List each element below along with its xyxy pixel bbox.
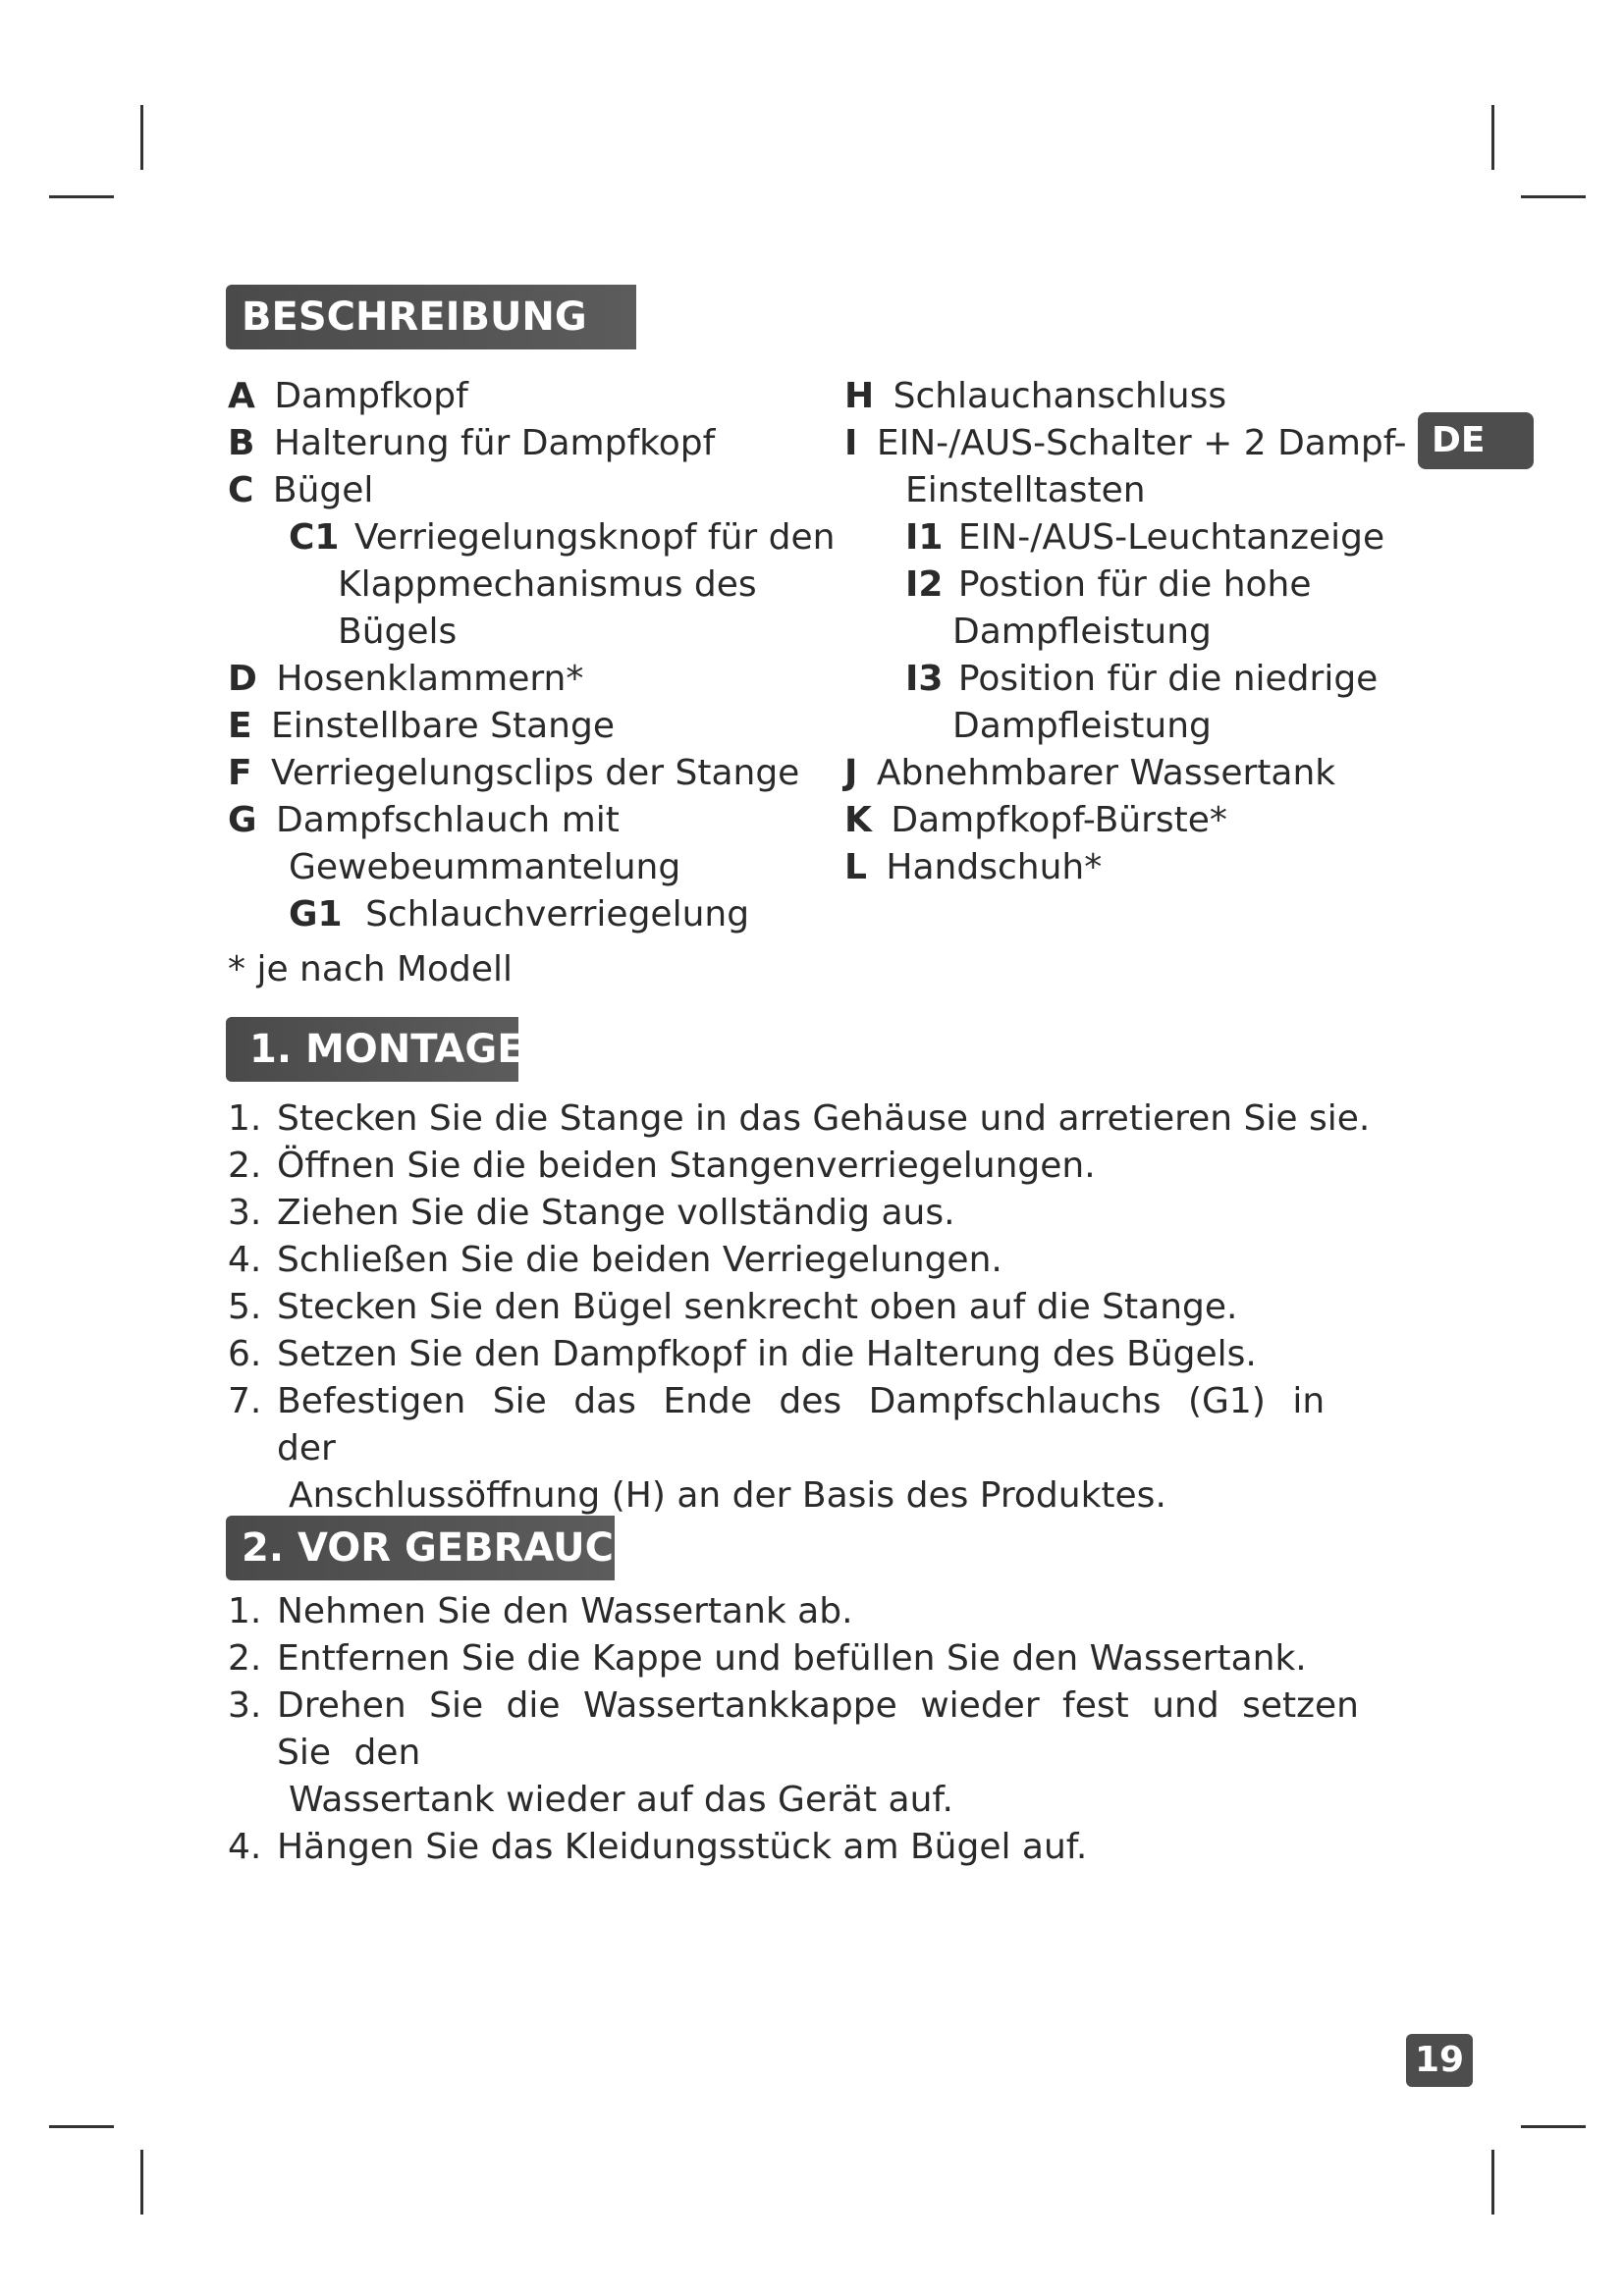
step-number: 4. [228, 1827, 262, 1867]
list-item [844, 561, 1394, 656]
step-number: 1. [228, 1591, 262, 1631]
step-item [228, 1190, 1406, 1237]
item-text: Position für die niedrige [957, 659, 1379, 699]
step-number: 3. [228, 1193, 262, 1233]
description-list-right [844, 373, 1407, 891]
step-text: Hängen Sie das Kleidungsstück am Bügel auf. [277, 1827, 1088, 1867]
crop-mark [140, 105, 143, 170]
list-item [844, 750, 1394, 797]
item-letter: C [228, 470, 254, 510]
step-text [277, 1378, 1388, 1472]
list-item [228, 514, 837, 656]
item-letter: L [844, 847, 867, 887]
item-letter: I2 [905, 564, 944, 605]
step-number: 7. [228, 1381, 262, 1421]
item-text-cont: Dampfleistung [952, 612, 1212, 652]
crop-mark [49, 2125, 114, 2128]
item-text: Hosenklammern* [276, 659, 584, 699]
step-item [228, 1378, 1406, 1520]
item-text: Abnehmbarer Wassertank [876, 753, 1336, 793]
item-text-cont: Einstelltasten [905, 470, 1146, 510]
item-text-cont: Gewebeummantelung [289, 847, 681, 887]
step-number: 3. [228, 1685, 262, 1726]
item-text-cont: Klappmechanismus des [338, 564, 757, 605]
crop-mark [1491, 2150, 1494, 2215]
list-item [228, 703, 837, 750]
item-text: EIN-/AUS-Schalter + 2 Dampf- [876, 423, 1407, 463]
item-letter: J [844, 753, 858, 793]
item-letter: I3 [905, 659, 944, 699]
footnote: * je nach Modell [228, 949, 514, 989]
item-text: Schlauchanschluss [893, 376, 1227, 416]
step-item [228, 1824, 1406, 1871]
list-item [228, 467, 837, 514]
item-text: Dampfkopf [274, 376, 468, 416]
vor-gebrauch-steps [228, 1588, 1406, 1871]
item-text: Verriegelungsknopf für den [353, 517, 836, 558]
language-badge: DE [1418, 412, 1534, 469]
montage-steps [228, 1095, 1406, 1520]
step-text: Nehmen Sie den Wassertank ab. [277, 1591, 853, 1631]
list-item [844, 844, 1394, 891]
section-header-beschreibung: BESCHREIBUNG [226, 285, 636, 349]
step-text: Öffnen Sie die beiden Stangenverriegelungen. [277, 1146, 1096, 1186]
item-text: Bügel [272, 470, 374, 510]
item-text-cont: Bügels [338, 612, 458, 652]
section-header-montage: 1. MONTAGE [226, 1017, 518, 1082]
list-item [228, 420, 837, 467]
list-item [228, 656, 837, 703]
step-text: Drehen Sie die Wassertankkappe wieder fest und setzen Sie den [277, 1685, 1360, 1773]
step-number: 2. [228, 1146, 262, 1186]
item-letter: G1 [289, 894, 343, 934]
list-item [228, 750, 837, 797]
item-text: Verriegelungsclips der Stange [271, 753, 800, 793]
list-item [228, 373, 837, 420]
step-text: Setzen Sie den Dampfkopf in die Halterung des Bügels. [277, 1334, 1257, 1374]
step-number: 5. [228, 1287, 262, 1327]
step-item [228, 1237, 1406, 1284]
list-item [844, 797, 1394, 844]
item-letter: B [228, 423, 255, 463]
step-number: 4. [228, 1240, 262, 1280]
step-number: 6. [228, 1334, 262, 1374]
item-letter: D [228, 659, 257, 699]
step-text: Stecken Sie den Bügel senkrecht oben auf die Stange. [277, 1287, 1238, 1327]
item-text: Dampfkopf-Bürste* [891, 800, 1227, 840]
list-item [844, 514, 1394, 561]
step-number: 1. [228, 1098, 262, 1139]
crop-mark [1521, 195, 1586, 198]
item-letter: G [228, 800, 257, 840]
step-item [228, 1331, 1406, 1378]
crop-mark [1521, 2125, 1586, 2128]
item-text: Handschuh* [886, 847, 1103, 887]
step-item [228, 1284, 1406, 1331]
step-number: 2. [228, 1638, 262, 1679]
step-text-line: Befestigen Sie das Ende des Dampfschlauchs (G1) in der [277, 1381, 1326, 1468]
item-letter: I1 [905, 517, 944, 558]
crop-mark [49, 195, 114, 198]
list-item [844, 656, 1394, 750]
list-item [844, 420, 1407, 514]
step-item [228, 1143, 1406, 1190]
item-letter: A [228, 376, 255, 416]
step-item [228, 1635, 1406, 1682]
description-list-left [228, 373, 837, 993]
item-text: Einstellbare Stange [271, 706, 615, 746]
page-number: 19 [1406, 2034, 1473, 2087]
step-text: Schließen Sie die beiden Verriegelungen. [277, 1240, 1002, 1280]
item-text: Halterung für Dampfkopf [273, 423, 716, 463]
step-item [228, 1682, 1406, 1824]
item-letter: K [844, 800, 872, 840]
item-letter: E [228, 706, 252, 746]
step-item [228, 1588, 1406, 1635]
item-text: Postion für die hohe [957, 564, 1312, 605]
item-letter: F [228, 753, 252, 793]
crop-mark [140, 2150, 143, 2215]
step-text: Stecken Sie die Stange in das Gehäuse und arretieren Sie sie. [277, 1098, 1371, 1139]
step-item [228, 1095, 1406, 1143]
section-header-vor-gebrauch: 2. VOR GEBRAUCH [226, 1516, 615, 1580]
item-text: Schlauchverriegelung [365, 894, 750, 934]
list-item [228, 891, 837, 938]
list-item [844, 373, 1394, 420]
item-text: Dampfschlauch mit [276, 800, 620, 840]
step-text: Entfernen Sie die Kappe und befüllen Sie den Wassertank. [277, 1638, 1307, 1679]
step-text-cont: Wassertank wieder auf das Gerät auf. [289, 1780, 953, 1820]
item-letter: H [844, 376, 875, 416]
step-text: Ziehen Sie die Stange vollständig aus. [277, 1193, 955, 1233]
item-letter: C1 [289, 517, 340, 558]
item-letter: I [844, 423, 858, 463]
crop-mark [1491, 105, 1494, 170]
list-item [228, 797, 837, 891]
step-text-cont: Anschlussöffnung (H) an der Basis des Produktes. [289, 1475, 1166, 1516]
item-text-cont: Dampfleistung [952, 706, 1212, 746]
item-text: EIN-/AUS-Leuchtanzeige [957, 517, 1385, 558]
